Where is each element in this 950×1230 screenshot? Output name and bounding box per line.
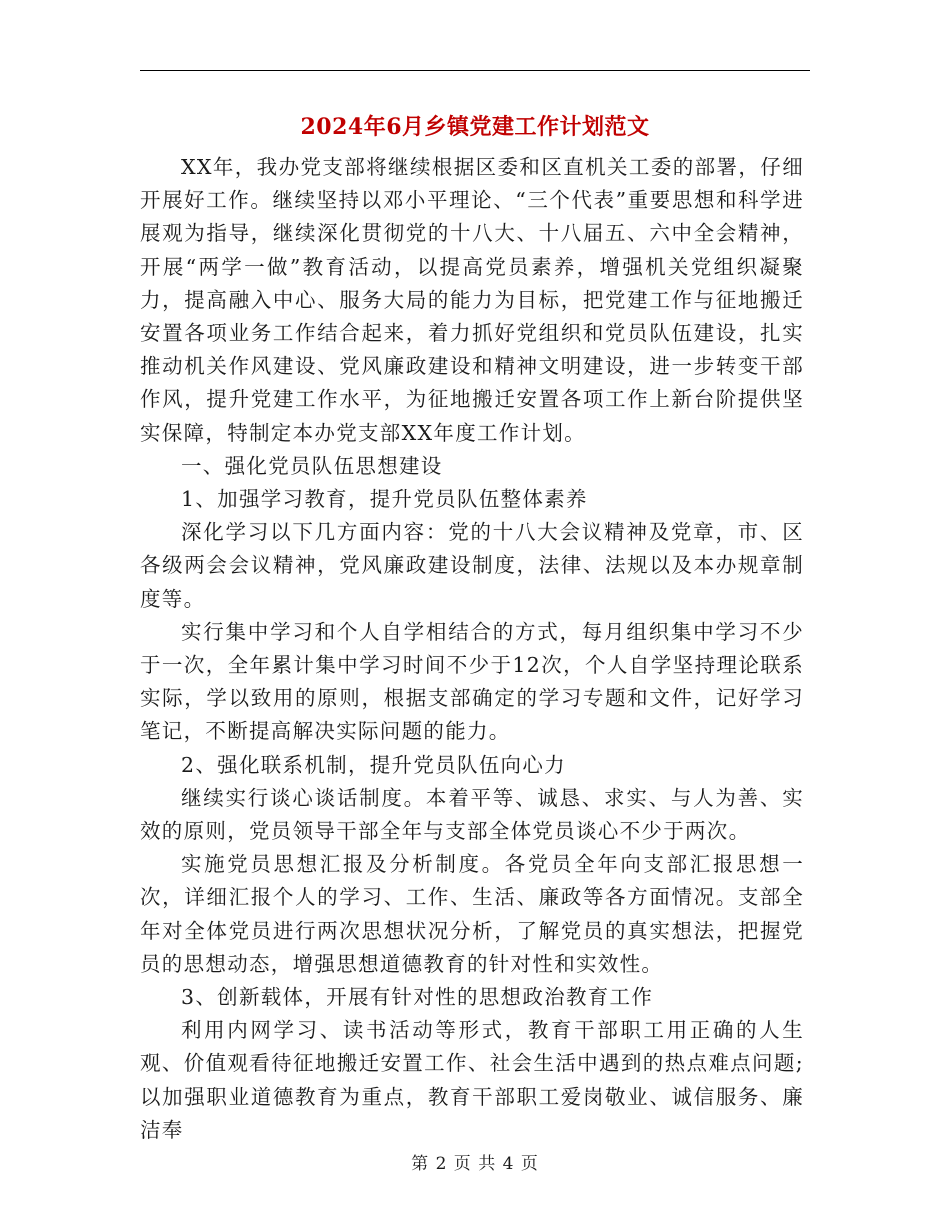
paragraph-intro: XX年，我办党支部将继续根据区委和区直机关工委的部署，仔细开展好工作。继续坚持以邓小平理论、“三个代表”重要思想和科学进展观为指导，继续深化贯彻党的十八大、十八届五、六中全会精神，开展“两学一做”教育活动，以提高党员素养，增强机关党组织凝聚力，提高融入中心、服务大局的能力为目标，把党建工作与征地搬迁安置各项业务工作结合起来，着力抓好党组织和党员队伍建设，扎实推动机关作风建设、党风廉政建设和精神文明建设，进一步转变干部作风，提升党建工作水平，为征地搬迁安置各项工作上新台阶提供坚实保障，特制定本办党支部XX年度工作计划。 bbox=[140, 155, 804, 445]
paragraph: 实行集中学习和个人自学相结合的方式，每月组织集中学习不少于一次，全年累计集中学习时间不少于12次，个人自学坚持理论联系实际，学以致用的原则，根据支部确定的学习专题和文件，记好学习笔记，不断提高解决实际问题的能力。 bbox=[140, 619, 804, 744]
paragraph: 实施党员思想汇报及分析制度。各党员全年向支部汇报思想一次，详细汇报个人的学习、工作、生活、廉政等各方面情况。支部全年对全体党员进行两次思想状况分析，了解党员的真实想法，把握党员的思想动态，增强思想道德教育的针对性和实效性。 bbox=[140, 852, 804, 976]
document-body bbox=[140, 151, 804, 1147]
section-heading-1: 一、强化党员队伍思想建设 bbox=[181, 453, 443, 478]
paragraph: 利用内网学习、读书活动等形式，教育干部职工用正确的人生观、价值观看待征地搬迁安置工作、社会生活中遇到的热点难点问题;以加强职业道德教育为重点，教育干部职工爱岗敬业、诚信服务、廉洁奉 bbox=[140, 1018, 804, 1142]
subheading-1-2: 2、强化联系机制，提升党员队伍向心力 bbox=[181, 752, 566, 777]
page-footer bbox=[0, 1152, 950, 1176]
subheading-1-1: 1、加强学习教育，提升党员队伍整体素养 bbox=[181, 487, 588, 512]
document-title: 2024年6月乡镇党建工作计划范文 bbox=[300, 114, 650, 140]
header-rule bbox=[140, 70, 810, 71]
subheading-1-3: 3、创新载体，开展有针对性的思想政治教育工作 bbox=[181, 985, 654, 1010]
page-number: 第 2 页 共 4 页 bbox=[411, 1154, 539, 1174]
paragraph: 深化学习以下几方面内容：党的十八大会议精神及党章，市、区各级两会会议精神，党风廉政建设制度，法律、法规以及本办规章制度等。 bbox=[140, 520, 804, 611]
paragraph: 继续实行谈心谈话制度。本着平等、诚恳、求实、与人为善、实效的原则，党员领导干部全年与支部全体党员谈心不少于两次。 bbox=[140, 785, 804, 844]
